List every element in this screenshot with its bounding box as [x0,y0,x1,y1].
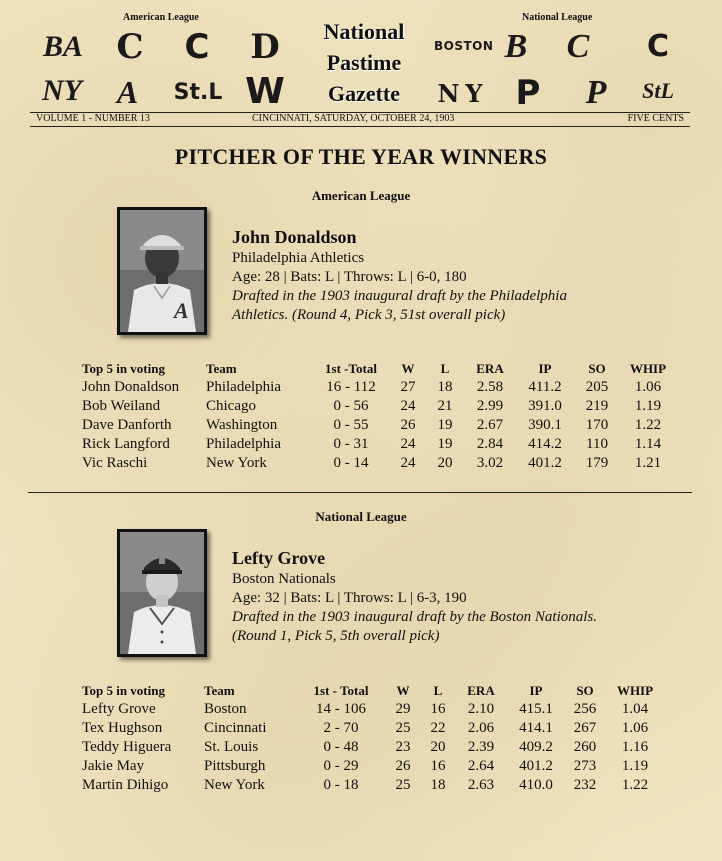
al-winner-draft: Drafted in the 1903 inaugural draft by the Philadelphia Athletics. (Round 4, Pick 3, 51st overall pick) [232,288,567,323]
player-portrait-icon [120,532,204,654]
cell-ip: 411.2 [528,379,562,395]
newspaper-title [300,16,428,109]
cell-l: 16 [430,701,446,717]
col-header-team: Team [204,683,235,698]
al-detroit-logo: D [250,27,280,67]
cell-w: 24 [400,436,416,452]
cell-votes: 0 - 31 [333,436,369,452]
table-row [82,757,666,776]
col-header-votes: 1st - Total [313,683,369,698]
player-portrait-icon [120,210,204,332]
cell-so: 273 [573,758,597,774]
nl-boston-wordmark-logo: BOSTON [434,39,494,53]
table-row [82,454,678,473]
al-winner-name: John Donaldson [232,227,357,247]
cell-l: 21 [437,398,453,414]
table-header-row [82,360,678,378]
cell-votes: 0 - 29 [323,758,359,774]
cell-votes: 0 - 18 [323,777,359,793]
al-voting-table [82,360,678,473]
cell-votes: 16 - 112 [326,379,376,395]
cell-whip: 1.06 [621,720,649,736]
cell-player: Vic Raschi [82,455,148,471]
table-row [82,416,678,435]
al-winner-jersey-letter: A [174,298,189,323]
col-header-whip: WHIP [616,683,654,698]
cell-team: St. Louis [204,739,259,755]
cell-w: 27 [400,379,416,395]
cell-player: Bob Weiland [82,398,161,414]
cell-player: Jakie May [82,758,145,774]
al-stlouis-logo: St.L [173,80,223,105]
cell-player: Tex Hughson [82,720,163,736]
cell-team: Pittsburgh [204,758,266,774]
dateline-bar [30,113,690,127]
col-header-player: Top 5 in voting [82,361,165,376]
cell-l: 22 [430,720,446,736]
nl-pittsburgh-logo: P [515,73,541,113]
cell-so: 170 [585,417,609,433]
cell-team: New York [206,455,267,471]
col-header-l: L [433,683,443,698]
cell-so: 256 [573,701,597,717]
cell-l: 18 [430,777,446,793]
cell-era: 2.10 [467,701,495,717]
nl-winner-draft: Drafted in the 1903 inaugural draft by the Boston Nationals. (Round 1, Pick 5, 5th overall pick) [232,609,597,644]
cell-w: 23 [395,739,411,755]
dateline-text: CINCINNATI, SATURDAY, OCTOBER 24, 1903 [252,113,455,124]
nl-philadelphia-logo: P [585,74,607,111]
cell-votes: 2 - 70 [323,720,359,736]
cell-l: 20 [430,739,446,755]
page-title: PITCHER OF THE YEAR WINNERS [174,144,548,169]
cell-l: 18 [437,379,453,395]
cell-so: 260 [573,739,597,755]
col-header-w: W [401,361,415,376]
al-chicago-logo: C [184,27,210,67]
nl-voting-table [82,682,666,795]
cell-era: 2.63 [467,777,495,793]
cell-team: Washington [206,417,278,433]
al-winner-info [232,228,612,325]
cell-player: Lefty Grove [82,701,156,717]
col-header-w: W [396,683,410,698]
cell-era: 2.58 [476,379,504,395]
cell-era: 3.02 [476,455,504,471]
newspaper-title-line2: Pastime [326,50,402,75]
al-newyork-logo: NY [42,74,82,107]
cell-whip: 1.22 [634,417,662,433]
al-washington-logo: W [245,71,285,112]
cell-ip: 401.2 [528,455,562,471]
cell-ip: 409.2 [519,739,553,755]
cell-so: 110 [586,436,608,452]
cell-votes: 0 - 48 [323,739,359,755]
cell-team: New York [204,777,265,793]
col-header-ip: IP [529,683,543,698]
nl-brooklyn-logo: B [504,28,528,65]
table-header-row [82,682,666,700]
cell-so: 205 [585,379,609,395]
al-section-heading: American League [311,188,411,203]
cell-team: Boston [204,701,247,717]
nl-winner-info [232,549,612,646]
cell-w: 26 [395,758,411,774]
nl-winner-bio: Age: 32 | Bats: L | Throws: L | 6-3, 190 [232,590,467,606]
cell-team: Cincinnati [204,720,267,736]
cell-w: 24 [400,398,416,414]
price: FIVE CENTS [627,113,684,124]
masthead [0,0,722,130]
cell-player: Dave Danforth [82,417,172,433]
nl-cincinnati-logo: C [646,29,670,64]
cell-ip: 401.2 [519,758,553,774]
cell-era: 2.84 [476,436,504,452]
al-winner-photo [117,207,207,335]
al-winner-bio: Age: 28 | Bats: L | Throws: L | 6-0, 180 [232,269,467,285]
col-header-team: Team [206,361,237,376]
table-row [82,397,678,416]
cell-whip: 1.04 [621,701,649,717]
cell-whip: 1.16 [621,739,649,755]
nl-newyork-logo: NY [437,79,489,108]
cell-team: Philadelphia [206,436,281,452]
nl-winner-name: Lefty Grove [232,548,326,568]
al-baltimore-logo: BA [42,30,84,63]
col-header-player: Top 5 in voting [82,683,165,698]
cell-w: 25 [395,720,411,736]
al-philadelphia-logo: A [116,74,139,110]
cell-votes: 0 - 14 [333,455,369,471]
col-header-so: SO [588,361,606,376]
volume-number: VOLUME 1 - NUMBER 13 [36,113,150,124]
table-row [82,719,666,738]
section-divider [28,492,692,493]
al-cleveland-logo: C [116,27,144,67]
cell-l: 16 [430,758,446,774]
cell-w: 29 [395,701,411,717]
cell-era: 2.39 [467,739,495,755]
cell-player: John Donaldson [82,379,180,395]
cell-l: 19 [437,436,453,452]
col-header-era: ERA [476,361,504,376]
cell-team: Chicago [206,398,256,414]
al-label: American League [123,12,199,23]
cell-so: 232 [573,777,597,793]
cell-player: Martin Dihigo [82,777,169,793]
al-winner-team: Philadelphia Athletics [232,250,365,266]
col-header-whip: WHIP [629,361,667,376]
cell-whip: 1.22 [621,777,649,793]
cell-ip: 391.0 [528,398,562,414]
cell-w: 26 [400,417,416,433]
cell-so: 219 [585,398,609,414]
newspaper-title-line1: National [323,19,405,44]
cell-votes: 14 - 106 [316,701,366,717]
cell-whip: 1.06 [634,379,662,395]
newspaper-title-line3: Gazette [327,81,401,106]
table-row [82,435,678,454]
col-header-votes: 1st -Total [325,361,377,376]
cell-ip: 410.0 [519,777,553,793]
cell-so: 267 [573,720,597,736]
cell-team: Philadelphia [206,379,281,395]
table-row [82,378,678,397]
cell-ip: 414.2 [528,436,562,452]
cell-so: 179 [585,455,609,471]
col-header-ip: IP [538,361,552,376]
table-row [82,738,666,757]
table-row [82,776,666,795]
cell-ip: 390.1 [528,417,562,433]
masthead-rule-bottom [30,126,690,127]
cell-whip: 1.19 [621,758,649,774]
cell-w: 25 [395,777,411,793]
nl-label: National League [522,12,593,23]
col-header-era: ERA [467,683,495,698]
cell-whip: 1.14 [634,436,662,452]
cell-era: 2.64 [467,758,495,774]
nl-section-heading: National League [315,509,407,524]
table-row [82,700,666,719]
nl-winner-team: Boston Nationals [232,571,336,587]
cell-votes: 0 - 55 [333,417,369,433]
cell-player: Rick Langford [82,436,170,452]
nl-winner-photo [117,529,207,657]
cell-whip: 1.21 [634,455,662,471]
cell-votes: 0 - 56 [333,398,369,414]
nl-stlouis-logo: StL [642,78,674,103]
cell-ip: 414.1 [519,720,553,736]
cell-w: 24 [400,455,416,471]
col-header-so: SO [576,683,594,698]
cell-era: 2.67 [476,417,504,433]
cell-player: Teddy Higuera [82,739,172,755]
cell-l: 20 [437,455,453,471]
cell-l: 19 [437,417,453,433]
cell-whip: 1.19 [634,398,662,414]
cell-era: 2.99 [476,398,504,414]
cell-era: 2.06 [467,720,495,736]
nl-chicago-logo: C [566,28,590,65]
cell-ip: 415.1 [519,701,553,717]
col-header-l: L [440,361,450,376]
